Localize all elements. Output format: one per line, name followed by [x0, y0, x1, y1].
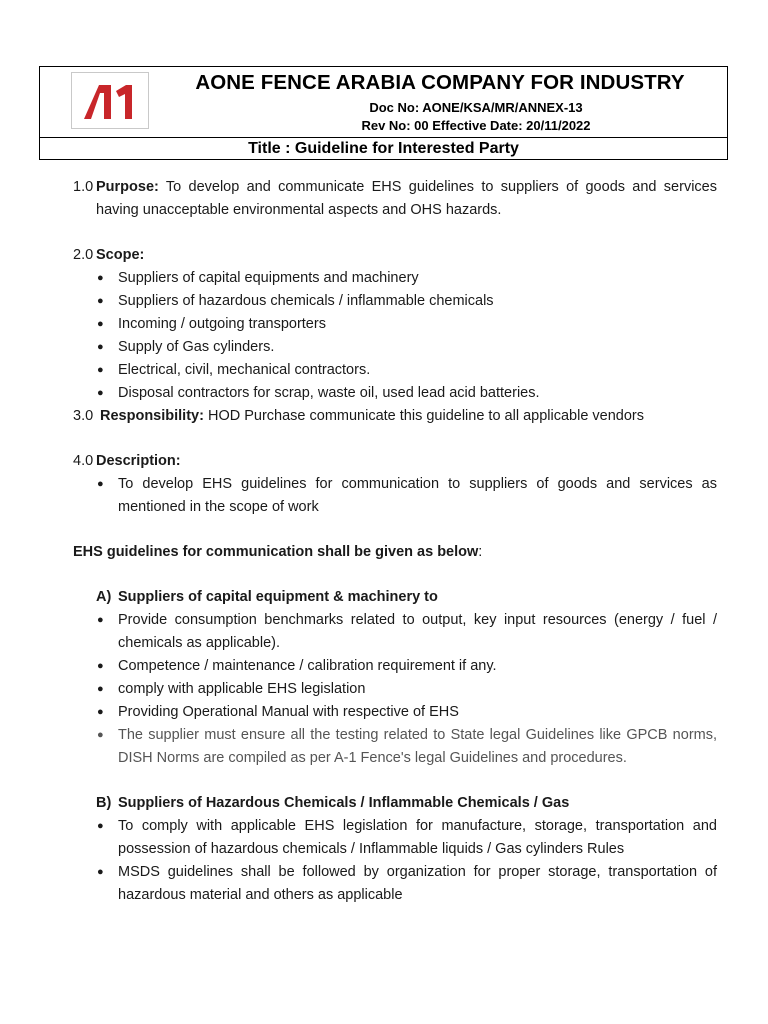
section-number: 2.0: [73, 247, 94, 263]
description-section: [73, 450, 717, 473]
responsibility-section: [73, 405, 717, 428]
list-item: ● To comply with applicable EHS legislation for manufacture, storage, transportation and possession of hazardous chemicals / Inflammable liquids / Gas cylinders Rules: [73, 815, 717, 861]
group-a-list: [73, 609, 717, 770]
purpose-section: [73, 176, 717, 222]
guidelines-intro: [73, 541, 717, 564]
list-item: ● MSDS guidelines shall be followed by organization for proper storage, transportation of hazardous material and others as applicable: [73, 861, 717, 907]
description-list: [73, 473, 717, 519]
list-item: ● To develop EHS guidelines for communication to suppliers of goods and services as mentioned in the scope of work: [73, 473, 717, 519]
company-name: AONE FENCE ARABIA COMPANY FOR INDUSTRY: [195, 71, 685, 94]
list-item: ● Competence / maintenance / calibration requirement if any.: [73, 655, 717, 678]
list-item: ● Incoming / outgoing transporters: [73, 313, 717, 336]
group-a-heading: [73, 586, 717, 609]
description-label: Description:: [96, 453, 181, 469]
group-b-heading: [73, 792, 717, 815]
doc-number: Doc No: AONE/KSA/MR/ANNEX-13: [369, 100, 583, 115]
company-logo: [71, 72, 149, 129]
a1-logo-icon: [80, 81, 140, 121]
list-item: ● Suppliers of capital equipments and machinery: [73, 267, 717, 290]
list-item: ● Supply of Gas cylinders.: [73, 336, 717, 359]
list-item: ● Suppliers of hazardous chemicals / inflammable chemicals: [73, 290, 717, 313]
list-item: ● comply with applicable EHS legislation: [73, 678, 717, 701]
section-number: 4.0: [73, 453, 94, 469]
responsibility-label: Responsibility:: [100, 408, 204, 424]
group-b-list: [73, 815, 717, 907]
scope-label: Scope:: [96, 247, 145, 263]
scope-list: [73, 267, 717, 405]
document-header: [39, 66, 728, 160]
scope-section: [73, 244, 717, 267]
document-body: [73, 176, 717, 907]
group-title: Suppliers of capital equipment & machinery to: [118, 589, 438, 605]
section-number: 1.0: [73, 179, 94, 195]
list-item: ● Disposal contractors for scrap, waste oil, used lead acid batteries.: [73, 382, 717, 405]
guidelines-intro-label: EHS guidelines for communication shall be given as below: [73, 544, 479, 560]
list-item: ● The supplier must ensure all the testing related to State legal Guidelines like GPCB norms, DISH Norms are compiled as per A-1 Fence's legal Guidelines and procedures.: [73, 724, 717, 770]
group-letter: B): [96, 795, 112, 811]
group-title: Suppliers of Hazardous Chemicals / Inflammable Chemicals / Gas: [118, 795, 570, 811]
list-item: ● Providing Operational Manual with respective of EHS: [73, 701, 717, 724]
list-item: ● Electrical, civil, mechanical contractors.: [73, 359, 717, 382]
purpose-label: Purpose:: [96, 179, 159, 195]
list-item: ● Provide consumption benchmarks related to output, key input resources (energy / fuel / chemicals as applicable).: [73, 609, 717, 655]
purpose-text: To develop and communicate EHS guidelines to suppliers of goods and services having unacceptable environmental aspects and OHS hazards.: [96, 179, 717, 218]
responsibility-text: HOD Purchase communicate this guideline to all applicable vendors: [203, 408, 644, 424]
group-letter: A): [96, 589, 112, 605]
guidelines-intro-colon: :: [478, 544, 483, 560]
section-number: 3.0: [73, 408, 94, 424]
revision-info: Rev No: 00 Effective Date: 20/11/2022: [361, 118, 591, 133]
document-title: Title : Guideline for Interested Party: [248, 140, 519, 157]
header-top-row: [40, 67, 727, 138]
